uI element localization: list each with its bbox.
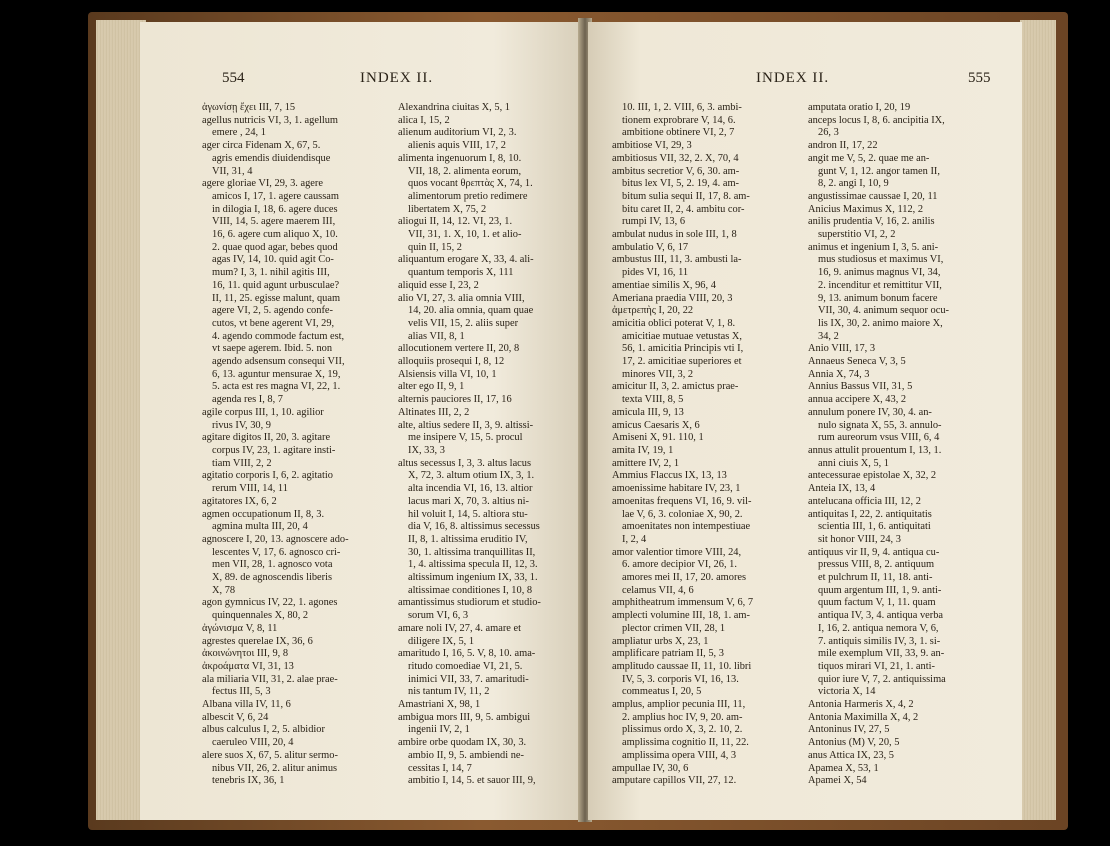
index-entry-line: quum factum V, 1, 11. quam	[818, 597, 936, 609]
index-entry-line: alimentorum pretio redimere	[408, 190, 528, 202]
index-entry-line: ampliatur urbs X, 23, 1	[612, 635, 709, 647]
index-column	[808, 102, 992, 788]
index-entry-line: amplissima opera VIII, 4, 3	[622, 749, 737, 761]
index-entry-line: anilis prudentia V, 16, 2. anilis	[808, 216, 935, 228]
index-entry-line: 2. quae quod agar, bebes quod	[212, 241, 338, 253]
index-entry-line: Alsiensis villa VI, 10, 1	[398, 368, 497, 380]
index-entry-line: cutos, vt bene agerent VI, 29,	[212, 317, 335, 329]
index-entry-line: altus secessus I, 3, 3. altus lacus	[398, 457, 532, 469]
index-entry-line: ambio II, 9, 5. ambiendi ne-	[408, 749, 524, 761]
index-entry-line: alica I, 15, 2	[398, 114, 450, 126]
index-entry-line: plissimus ordo X, 3, 2. 10, 2.	[622, 724, 743, 736]
index-entry-line: quos vocant θρεπτὰς X, 74, 1.	[408, 178, 533, 190]
index-entry-line: Annius Bassus VII, 31, 5	[808, 381, 913, 393]
index-entry-line: agrestes querelae IX, 36, 6	[202, 635, 313, 647]
index-entry-line: 2. incenditur et remittitur VII,	[818, 279, 942, 291]
index-entry-line: agon gymnicus IV, 22, 1. agones	[202, 597, 338, 609]
index-entry-line: amphitheatrum immensum V, 6, 7	[612, 597, 754, 609]
index-entry-line: mus studiosus et maximus VI,	[818, 254, 944, 266]
index-entry-line: anus Attica IX, 23, 5	[808, 749, 894, 761]
index-entry-line: lescentes V, 17, 6. agnosco cri-	[212, 546, 341, 558]
index-entry-line: aliquantum erogare X, 33, 4. ali-	[398, 254, 534, 266]
index-entry-line: antiqua IV, 3, 4. antiqua verba	[818, 610, 944, 622]
index-entry-line: Ameriana praedia VIII, 20, 3	[612, 292, 733, 304]
index-entry-line: inimici VII, 33, 7. amaritudi-	[408, 673, 529, 685]
index-entry-line: 8, 2. angi I, 10, 9	[818, 178, 889, 190]
index-entry-line: 7. antiquis similis IV, 3, 1. si-	[818, 635, 941, 647]
index-entry-line: 56, 1. amicitia Principis vti I,	[622, 343, 744, 355]
index-entry-line: ager circa Fidenam X, 67, 5.	[202, 140, 321, 152]
index-entry-line: alloquiis prosequi I, 8, 12	[398, 356, 505, 368]
running-head-right: INDEX II.	[756, 70, 830, 86]
index-entry-line: bitus lex VI, 5, 2. 19, 4. am-	[622, 178, 739, 190]
index-entry-line: agitatio corporis I, 6, 2. agitatio	[202, 470, 334, 482]
index-entry-line: 30, 1. altissima tranquillitas II,	[408, 546, 536, 558]
index-entry-line: amplificare patriam II, 5, 3	[612, 648, 724, 660]
index-entry-line: agere VI, 2, 5. agendo confe-	[212, 305, 333, 317]
index-entry-line: amoenitas frequens VI, 16, 9. vil-	[612, 495, 752, 507]
index-entry-line: antecessurae epistolae X, 32, 2	[808, 470, 937, 482]
index-entry-line: mile exemplum VII, 33, 9. an-	[818, 648, 945, 660]
index-entry-line: VII, 31, 4	[212, 165, 253, 177]
index-entry-line: 16, 11. quid agunt urbusculae?	[212, 279, 340, 291]
index-entry-line: anceps locus I, 8, 6. ancipitia IX,	[808, 114, 945, 126]
index-entry-line: alternis pauciores II, 17, 16	[398, 394, 512, 406]
index-entry-line: alter ego II, 9, 1	[398, 381, 465, 393]
index-entry-line: scientia III, 1, 6. antiquitati	[818, 521, 931, 533]
index-entry-line: 2. amplius hoc IV, 9, 20. am-	[622, 711, 743, 723]
index-entry-line: ambitiosus VII, 32, 2. X, 70, 4	[612, 152, 739, 164]
index-entry-line: 1, 4. altissima specula II, 12, 3.	[408, 559, 538, 571]
index-entry-line: IV, 5, 3. corporis VI, 16, 13.	[622, 673, 739, 685]
index-entry-line: hil voluit I, 14, 5. altiora stu-	[408, 508, 528, 520]
index-entry-line: superstitio VI, 2, 2	[818, 229, 896, 241]
index-entry-line: fectus III, 5, 3	[212, 686, 271, 698]
index-entry-line: amicus Caesaris X, 6	[612, 419, 700, 431]
index-entry-line: amplissima cognitio II, 11, 22.	[622, 737, 749, 749]
index-entry-line: angustissimae caussae I, 20, 11	[808, 190, 938, 202]
index-entry-line: diligere IX, 5, 1	[408, 635, 475, 647]
index-entry-line: ambitiose VI, 29, 3	[612, 140, 692, 152]
index-entry-line: amplecti volumine III, 18, 1. am-	[612, 610, 750, 622]
index-entry-line: alte, altius sedere II, 3, 9. altissi-	[398, 419, 534, 431]
index-entry-line: ambitione obtinere VI, 2, 7	[622, 127, 735, 139]
index-entry-line: agile corpus III, 1, 10. agilior	[202, 406, 324, 418]
index-entry-line: amputare capillos VII, 27, 12.	[612, 775, 737, 787]
index-entry-line: quin II, 15, 2	[408, 241, 462, 253]
index-entry-line: anni ciuis X, 5, 1	[818, 457, 889, 469]
index-entry-line: alere suos X, 67, 5. alitur sermo-	[202, 749, 338, 761]
index-entry-line: ambigua mors III, 9, 5. ambigui	[398, 711, 531, 723]
index-entry-line: agris emendis diuidendisque	[212, 152, 331, 164]
index-entry-line: amantissimus studiorum et studio-	[398, 597, 541, 609]
index-entry-line: tiam VIII, 2, 2	[212, 457, 272, 469]
index-entry-line: pressus VIII, 8, 2. antiquum	[818, 559, 935, 571]
index-entry-line: corpus IV, 23, 1. agitare insti-	[212, 444, 336, 456]
index-entry-line: agnoscere I, 20, 13. agnoscere ado-	[202, 533, 349, 545]
index-entry-line: ambitus secretior V, 6, 30. am-	[612, 165, 740, 177]
index-entry-line: andron II, 17, 22	[808, 140, 878, 152]
index-entry-line: alienum auditorium VI, 2, 3.	[398, 127, 517, 139]
index-entry-line: altissimae conditiones I, 10, 8	[408, 584, 533, 596]
index-entry-line: nulo signata X, 55, 3. annulo-	[818, 419, 942, 431]
running-head-left: INDEX II.	[360, 70, 434, 86]
index-entry-line: I, 16, 2. antiqua nemora V, 6,	[818, 622, 939, 634]
index-entry-line: Altinates III, 2, 2	[398, 406, 470, 418]
index-column	[202, 102, 386, 788]
index-entry-line: bitu caret II, 2, 4. ambitu cor-	[622, 203, 745, 215]
index-entry-line: amicitiae mutuae vetustas X,	[622, 330, 743, 342]
index-entry-line: amplitudo caussae II, 11, 10. libri	[612, 660, 752, 672]
index-entry-line: angit me V, 5, 2. quae me an-	[808, 152, 930, 164]
index-entry-line: Annia X, 74, 3	[808, 368, 870, 380]
index-entry-line: quum argentum III, 1, 9. anti-	[818, 584, 942, 596]
index-entry-line: amicitia oblici poterat V, 1, 8.	[612, 317, 736, 329]
index-entry-line: X, 72, 3. altum otium IX, 3, 1.	[408, 470, 535, 482]
index-entry-line: antiquus vir II, 9, 4. antiqua cu-	[808, 546, 940, 558]
page-edges-right	[1020, 20, 1056, 820]
index-entry-line: amentiae similis X, 96, 4	[612, 279, 716, 291]
index-entry-line: Apamea X, 53, 1	[808, 762, 879, 774]
index-entry-line: nis tantum IV, 11, 2	[408, 686, 490, 698]
index-entry-line: rivus IV, 30, 9	[212, 419, 271, 431]
index-entry-line: ambitio I, 14, 5. et sauor III, 9,	[408, 775, 536, 787]
index-entry-line: ampullae IV, 30, 6	[612, 762, 689, 774]
index-entry-line: 16, 9. animus magnus VI, 34,	[818, 267, 941, 279]
index-entry-line: Ammius Flaccus IX, 13, 13	[612, 470, 727, 482]
index-entry-line: tiquos mirari VI, 21, 1. anti-	[818, 660, 935, 672]
index-entry-line: vt saepe agerem. Ibid. 5. non	[212, 343, 333, 355]
index-entry-line: cessitas I, 14, 7	[408, 762, 472, 774]
index-entry-line: dia V, 16, 8. altissimus secessus	[408, 521, 540, 533]
index-entry-line: amaritudo I, 16, 5. V, 8, 10. ama-	[398, 648, 536, 660]
index-entry-line: IX, 33, 3	[408, 444, 445, 456]
index-entry-line: amittere IV, 2, 1	[612, 457, 680, 469]
index-entry-line: caeruleo VIII, 20, 4	[212, 737, 294, 749]
index-entry-line: Anio VIII, 17, 3	[808, 343, 876, 355]
page-edges-left	[96, 20, 146, 820]
index-entry-line: agmen occupationum II, 8, 3.	[202, 508, 325, 520]
index-entry-line: Amiseni X, 91. 110, 1	[612, 432, 704, 444]
index-entry-line: ritudo comoediae VI, 21, 5.	[408, 660, 523, 672]
index-entry-line: libertatem X, 75, 2	[408, 203, 487, 215]
index-entry-line: Amastriani X, 98, 1	[398, 699, 481, 711]
index-entry-line: antelucana officia III, 12, 2	[808, 495, 921, 507]
index-entry-line: ambire orbe quodam IX, 30, 3.	[398, 737, 527, 749]
index-entry-line: VII, 18, 2. alimenta eorum,	[408, 165, 522, 177]
index-entry-line: 14, 20. alia omnia, quam quae	[408, 305, 534, 317]
index-entry-line: altissimum ingenium IX, 33, 1.	[408, 572, 538, 584]
index-entry-line: celamus VII, 4, 6	[622, 584, 694, 596]
index-entry-line: quior iure V, 7, 2. antiquissima	[818, 673, 946, 685]
index-entry-line: bitum sulia sequi II, 17, 8. am-	[622, 190, 750, 202]
index-entry-line: Anteia IX, 13, 4	[808, 483, 876, 495]
index-entry-line: me insipere V, 15, 5. procul	[408, 432, 523, 444]
index-entry-line: 6. amore decipior VI, 26, 1.	[622, 559, 737, 571]
index-entry-line: ambulatio V, 6, 17	[612, 241, 689, 253]
index-entry-line: 17, 2. amicitiae superiores et	[622, 356, 742, 368]
index-entry-line: rerum VIII, 14, 11	[212, 483, 288, 495]
index-entry-line: Antonius (M) V, 20, 5	[808, 737, 900, 749]
index-entry-line: in dilogia I, 18, 6. agere duces	[212, 203, 338, 215]
index-entry-line: ἀκροάματα VI, 31, 13	[202, 660, 294, 672]
index-entry-line: gunt V, 1, 12. angor tamen II,	[818, 165, 940, 177]
index-entry-line: tenebris IX, 36, 1	[212, 775, 285, 787]
index-entry-line: agitare digitos II, 20, 3. agitare	[202, 432, 331, 444]
index-entry-line: velis VII, 15, 2. aliis super	[408, 317, 519, 329]
index-entry-line: 6, 13. aguntur mensurae X, 19,	[212, 368, 341, 380]
index-entry-line: tionem exprobrare V, 14, 6.	[622, 114, 736, 126]
index-entry-line: commeatus I, 20, 5	[622, 686, 702, 698]
index-entry-line: albescit V, 6, 24	[202, 711, 269, 723]
index-entry-line: Alexandrina ciuitas X, 5, 1	[398, 102, 510, 113]
index-entry-line: 5. acta est res magna VI, 22, 1.	[212, 381, 341, 393]
index-entry-line: agenda res I, 8, 7	[212, 394, 283, 406]
index-entry-line: lis IX, 30, 2. animo maiore X,	[818, 317, 943, 329]
index-entry-line: X, 78	[212, 584, 236, 596]
index-entry-line: alimenta ingenuorum I, 8, 10.	[398, 152, 522, 164]
index-entry-line: alienis aquis VIII, 17, 2	[408, 140, 506, 152]
index-entry-line: 4. agendo commode factum est,	[212, 330, 345, 342]
index-entry-line: lacus mari X, 70, 3. altius ni-	[408, 495, 529, 507]
index-entry-line: agmina multa III, 20, 4	[212, 521, 308, 533]
index-entry-line: agere gloriae VI, 29, 3. agere	[202, 178, 323, 190]
index-entry-line: agendo adsensum consequi VII,	[212, 356, 345, 368]
index-entry-line: quinquennales X, 80, 2	[212, 610, 309, 622]
index-entry-line: amputata oratio I, 20, 19	[808, 102, 911, 113]
index-entry-line: VII, 31, 1. X, 10, 1. et alio-	[408, 229, 522, 241]
index-entry-line: amare noli IV, 27, 4. amare et	[398, 622, 522, 634]
index-entry-line: alias VII, 8, 1	[408, 330, 465, 342]
index-entry-line: II, 8, 1. altissima eruditio IV,	[408, 533, 528, 545]
index-entry-line: et pulchrum II, 11, 18. anti-	[818, 572, 933, 584]
index-entry-line: mum? I, 3, 1. nihil agitis III,	[212, 267, 330, 279]
index-entry-line: lae V, 6, 3. coloniae X, 90, 2.	[622, 508, 743, 520]
index-entry-line: annua accipere X, 43, 2	[808, 394, 907, 406]
index-entry-line: aliquid esse I, 23, 2	[398, 279, 479, 291]
index-columns-left	[202, 102, 582, 788]
index-entry-line: agitatores IX, 6, 2	[202, 495, 277, 507]
index-entry-line: II, 11, 25. egisse malunt, quam	[212, 292, 341, 304]
index-entry-line: 16, 6. agere cum aliquo X, 10.	[212, 229, 338, 241]
index-entry-line: amores mei II, 17, 20. amores	[622, 572, 747, 584]
index-entry-line: X, 89. de agnoscendis liberis	[212, 572, 333, 584]
index-entry-line: amicitur II, 3, 2. amictus prae-	[612, 381, 739, 393]
index-entry-line: annulum ponere IV, 30, 4. an-	[808, 406, 932, 418]
left-page	[140, 22, 582, 820]
index-entry-line: ἀγώνισμα V, 8, 11	[202, 622, 278, 634]
index-entry-line: ἀκοινώνητοι III, 9, 8	[202, 648, 289, 660]
index-entry-line: pides VI, 16, 11	[622, 267, 689, 279]
index-entry-line: sit honor VIII, 24, 3	[818, 533, 901, 545]
index-entry-line: ἀγωνίσῃ ἔχει III, 7, 15	[202, 102, 296, 113]
page-number-right: 555	[968, 70, 991, 86]
index-entry-line: alta incendia VI, 16, 13. altior	[408, 483, 533, 495]
index-entry-line: minores VII, 3, 2	[622, 368, 694, 380]
index-entry-line: ambustus III, 11, 3. ambusti la-	[612, 254, 742, 266]
index-entry-line: agellus nutricis VI, 3, 1. agellum	[202, 114, 339, 126]
index-entry-line: rum aureorum vsus VIII, 6, 4	[818, 432, 940, 444]
index-column	[612, 102, 796, 788]
index-entry-line: antiquitas I, 22, 2. antiquitatis	[808, 508, 932, 520]
index-entry-line: amoenitates non intempestiuae	[622, 521, 751, 533]
index-entry-line: 10. III, 1, 2. VIII, 6, 3. ambi-	[622, 102, 742, 113]
index-entry-line: ingenii IV, 2, 1	[408, 724, 470, 736]
index-entry-line: VIII, 14, 5. agere maerem III,	[212, 216, 336, 228]
index-entry-line: 34, 2	[818, 330, 839, 342]
right-page	[588, 22, 1022, 820]
page-number-left: 554	[222, 70, 245, 86]
index-entry-line: Annaeus Seneca V, 3, 5	[808, 356, 906, 368]
index-entry-line: annus attulit prouentum I, 13, 1.	[808, 444, 942, 456]
index-entry-line: albus calculus I, 2, 5. albidior	[202, 724, 325, 736]
index-entry-line: amita IV, 19, 1	[612, 444, 674, 456]
index-entry-line: amor valentior timore VIII, 24,	[612, 546, 742, 558]
index-entry-line: ambulat nudus in sole III, 1, 8	[612, 229, 737, 241]
index-entry-line: animus et ingenium I, 3, 5. ani-	[808, 241, 939, 253]
index-entry-line: amicula III, 9, 13	[612, 406, 684, 418]
index-entry-line: Antoninus IV, 27, 5	[808, 724, 890, 736]
index-entry-line: Antonia Harmeris X, 4, 2	[808, 699, 914, 711]
index-entry-line: texta VIII, 8, 5	[622, 394, 684, 406]
index-column	[398, 102, 582, 788]
index-entry-line: agas IV, 14, 10. quid agit Co-	[212, 254, 334, 266]
index-entry-line: aliogui II, 14, 12. VI, 23, 1.	[398, 216, 513, 228]
index-entry-line: nibus VII, 26, 2. alitur animus	[212, 762, 338, 774]
index-entry-line: amplus, amplior pecunia III, 11,	[612, 699, 746, 711]
index-entry-line: I, 2, 4	[622, 533, 647, 545]
index-entry-line: alio VI, 27, 3. alia omnia VIII,	[398, 292, 525, 304]
index-entry-line: allocutionem vertere II, 20, 8	[398, 343, 520, 355]
index-columns-right	[612, 102, 992, 788]
index-entry-line: Antonia Maximilla X, 4, 2	[808, 711, 919, 723]
index-entry-line: 9, 13. animum bonum facere	[818, 292, 938, 304]
index-entry-line: quantum temporis X, 111	[408, 267, 514, 279]
index-entry-line: ala miliaria VII, 31, 2. alae prae-	[202, 673, 338, 685]
index-entry-line: 26, 3	[818, 127, 839, 139]
index-entry-line: sorum VI, 6, 3	[408, 610, 469, 622]
index-entry-line: amicos I, 17, 1. agere caussam	[212, 190, 339, 202]
index-entry-line: men VII, 28, 1. agnosco vota	[212, 559, 333, 571]
index-entry-line: VII, 30, 4. animum sequor ocu-	[818, 305, 950, 317]
index-entry-line: plector crimen VII, 28, 1	[622, 622, 726, 634]
index-entry-line: ἀμετρεπὴς I, 20, 22	[612, 305, 694, 317]
index-entry-line: emere , 24, 1	[212, 127, 266, 139]
index-entry-line: Albana villa IV, 11, 6	[202, 699, 291, 711]
index-entry-line: victoria X, 14	[818, 686, 876, 698]
index-entry-line: Anicius Maximus X, 112, 2	[808, 203, 924, 215]
index-entry-line: rumpi IV, 13, 6	[622, 216, 686, 228]
index-entry-line: amoenissime habitare IV, 23, 1	[612, 483, 741, 495]
index-entry-line: Apamei X, 54	[808, 775, 867, 787]
